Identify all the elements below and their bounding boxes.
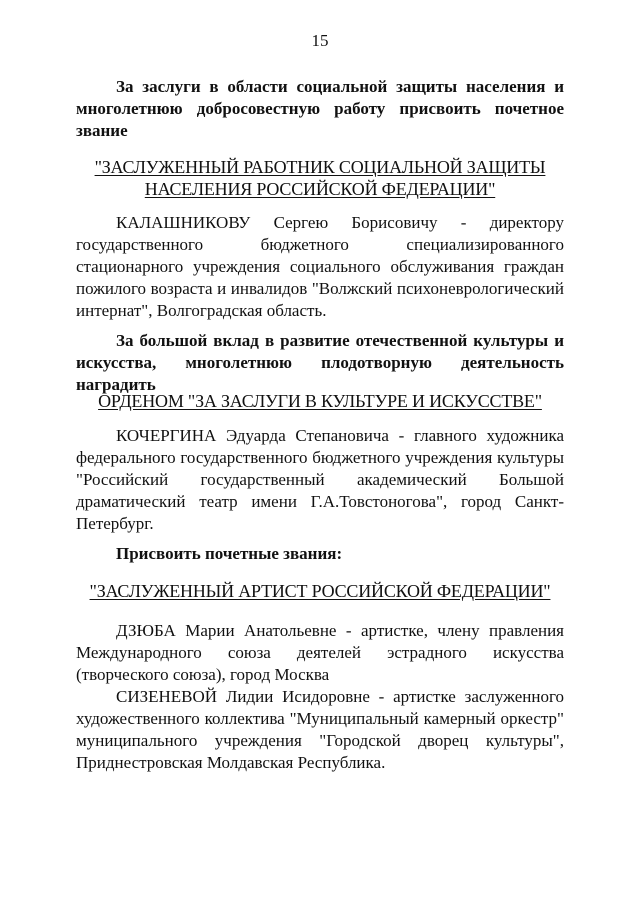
section3-recipients: [76, 620, 564, 774]
section2-award-title: ОРДЕНОМ "ЗА ЗАСЛУГИ В КУЛЬТУРЕ И ИСКУССТВЕ": [98, 391, 542, 411]
page-number: 15: [311, 31, 329, 50]
section1-award-title: "ЗАСЛУЖЕННЫЙ РАБОТНИК СОЦИАЛЬНОЙ ЗАЩИТЫ НАСЕЛЕНИЯ РОССИЙСКОЙ ФЕДЕРАЦИИ": [94, 157, 546, 199]
section3-award-title: "ЗАСЛУЖЕННЫЙ АРТИСТ РОССИЙСКОЙ ФЕДЕРАЦИИ": [89, 581, 551, 601]
section1-intro: За заслуги в области социальной защиты населения и многолетнюю добросовестную работу присвоить почетное звание: [76, 77, 564, 140]
section3-recipient-sizeneva: СИЗЕНЕВОЙ Лидии Исидоровне - артистке заслуженного художественного коллектива "Муниципальный камерный оркестр" муниципального учреждения "Городской дворец культуры", Приднестровская Молдавская Республика.: [76, 687, 564, 772]
section1-recipient-kalashnikov: КАЛАШНИКОВУ Сергею Борисовичу - директору государственного бюджетного специализированного стационарного учреждения социального обслуживания граждан пожилого возраста и инвалидов "Волжский психоневрологический интернат", Волгоградская область.: [76, 213, 564, 320]
section2-intro: За большой вклад в развитие отечественной культуры и искусства, многолетнюю плодотворную деятельность наградить: [76, 331, 564, 394]
section3-recipient-dzyuba: ДЗЮБА Марии Анатольевне - артистке, члену правления Международного союза деятелей эстрадного искусства (творческого союза), город Москва: [76, 621, 564, 684]
section3-intro: Присвоить почетные звания:: [116, 544, 343, 563]
section2-recipient-kochergin: КОЧЕРГИНА Эдуарда Степановича - главного художника федерального государственного бюджетного учреждения культуры "Российский государственный академический Большой драматический театр имени Г.А.Товстоногова", город Санкт-Петербург.: [76, 426, 564, 533]
